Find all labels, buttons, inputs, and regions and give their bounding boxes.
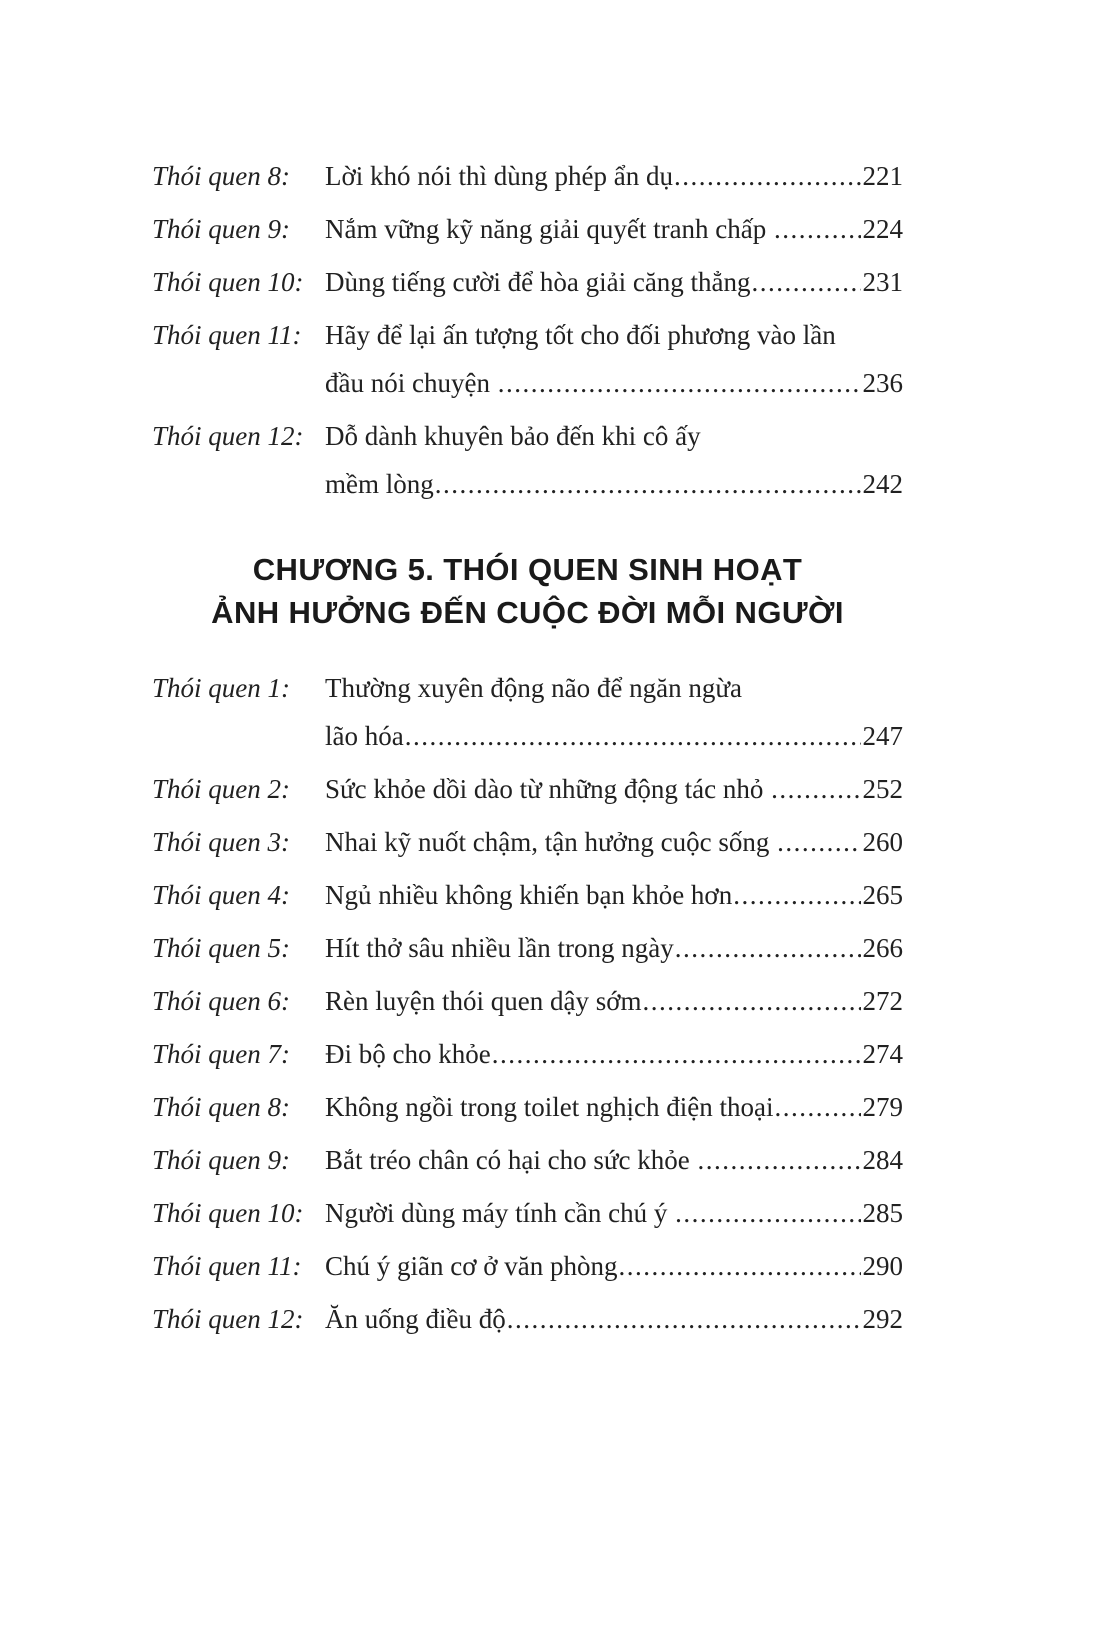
toc-entry-title: Lời khó nói thì dùng phép ẩn dụ xyxy=(325,161,673,191)
dot-leader xyxy=(733,871,860,919)
toc-entry-content xyxy=(325,871,903,919)
dot-leader xyxy=(752,258,861,306)
dot-leader xyxy=(643,977,861,1025)
toc-entry-page-number: 260 xyxy=(862,827,903,857)
toc-entry xyxy=(152,258,903,306)
toc-entry-title: Sức khỏe dồi dào từ những động tác nhỏ xyxy=(325,774,771,804)
toc-entry-content xyxy=(325,311,903,407)
toc-entry-line xyxy=(325,664,903,712)
toc-entry-page-number: 236 xyxy=(862,368,903,398)
toc-entry-content xyxy=(325,258,903,306)
dot-leader xyxy=(777,818,860,866)
dot-leader xyxy=(507,1295,861,1343)
toc-entry-content xyxy=(325,818,903,866)
toc-entry-line xyxy=(325,818,903,866)
toc-entry-title: Người dùng máy tính cần chú ý xyxy=(325,1198,675,1228)
toc-entry-page-number: 221 xyxy=(862,161,903,191)
chapter-heading-line-1: CHƯƠNG 5. THÓI QUEN SINH HOẠT xyxy=(252,552,803,587)
toc-entry-content xyxy=(325,1189,903,1237)
toc-entry-page-number: 224 xyxy=(862,214,903,244)
toc-entry-line xyxy=(325,152,903,200)
toc-entry xyxy=(152,412,903,508)
toc-entry xyxy=(152,818,903,866)
toc-entry-label: Thói quen 12: xyxy=(152,421,304,451)
toc-entry xyxy=(152,1030,903,1078)
toc-entry-line xyxy=(325,1189,903,1237)
dot-leader xyxy=(675,1189,860,1237)
toc-entry-page-number: 247 xyxy=(862,721,903,751)
toc-entry-label: Thói quen 9: xyxy=(152,214,290,244)
toc-entry-title: mềm lòng xyxy=(325,469,434,499)
dot-leader xyxy=(675,924,861,972)
toc-entry-title: Dùng tiếng cười để hòa giải căng thẳng xyxy=(325,267,751,297)
toc-entry xyxy=(152,765,903,813)
dot-leader xyxy=(492,1030,861,1078)
toc-entry-page-number: 266 xyxy=(862,933,903,963)
toc-entry-label: Thói quen 6: xyxy=(152,986,290,1016)
toc-entry-title: lão hóa xyxy=(325,721,404,751)
toc-entry-page-number: 285 xyxy=(862,1198,903,1228)
toc-entry-title: Bắt tréo chân có hại cho sức khỏe xyxy=(325,1145,697,1175)
toc-entry-content xyxy=(325,152,903,200)
toc-entry xyxy=(152,1189,903,1237)
toc-entry-title: đầu nói chuyện xyxy=(325,368,497,398)
toc-entry-content xyxy=(325,1030,903,1078)
dot-leader xyxy=(435,460,861,508)
toc-entry-content xyxy=(325,1083,903,1131)
dot-leader xyxy=(674,152,861,200)
toc-entry-page-number: 292 xyxy=(862,1304,903,1334)
toc-entry-label: Thói quen 9: xyxy=(152,1145,290,1175)
toc-section-chapter-5 xyxy=(152,664,903,1343)
toc-entry-label: Thói quen 10: xyxy=(152,1198,304,1228)
toc-entry-label: Thói quen 8: xyxy=(152,1092,290,1122)
toc-entry-title: Rèn luyện thói quen dậy sớm xyxy=(325,986,642,1016)
toc-entry-line xyxy=(325,712,903,760)
toc-entry xyxy=(152,977,903,1025)
toc-entry-content xyxy=(325,664,903,760)
toc-entry-label: Thói quen 7: xyxy=(152,1039,290,1069)
toc-entry xyxy=(152,664,903,760)
dot-leader xyxy=(619,1242,861,1290)
dot-leader xyxy=(774,205,860,253)
toc-entry-line xyxy=(325,258,903,306)
toc-entry-page-number: 274 xyxy=(862,1039,903,1069)
toc-entry-line xyxy=(325,460,903,508)
toc-section-upper xyxy=(152,152,903,508)
toc-entry xyxy=(152,871,903,919)
toc-entry-content xyxy=(325,412,903,508)
toc-entry-title: Hít thở sâu nhiều lần trong ngày xyxy=(325,933,674,963)
toc-entry xyxy=(152,924,903,972)
dot-leader xyxy=(405,712,861,760)
toc-entry-label: Thói quen 1: xyxy=(152,673,290,703)
toc-entry xyxy=(152,1242,903,1290)
toc-entry-page-number: 279 xyxy=(862,1092,903,1122)
toc-entry-content xyxy=(325,765,903,813)
toc-entry-title: Không ngồi trong toilet nghịch điện thoại xyxy=(325,1092,774,1122)
chapter-heading xyxy=(152,548,903,634)
dot-leader xyxy=(698,1136,861,1184)
dot-leader xyxy=(774,1083,860,1131)
toc-entry-title: Nhai kỹ nuốt chậm, tận hưởng cuộc sống xyxy=(325,827,777,857)
toc-entry-label: Thói quen 11: xyxy=(152,320,302,350)
toc-entry-content xyxy=(325,205,903,253)
toc-entry-content xyxy=(325,1295,903,1343)
toc-entry-line xyxy=(325,977,903,1025)
toc-entry-label: Thói quen 2: xyxy=(152,774,290,804)
toc-entry-title: Ăn uống điều độ xyxy=(325,1304,506,1334)
toc-entry-title: Chú ý giãn cơ ở văn phòng xyxy=(325,1251,618,1281)
toc-entry-title: Hãy để lại ấn tượng tốt cho đối phương vào lần xyxy=(325,320,836,350)
dot-leader xyxy=(498,359,861,407)
toc-entry-label: Thói quen 8: xyxy=(152,161,290,191)
toc-entry-line xyxy=(325,924,903,972)
dot-leader xyxy=(771,765,860,813)
toc-entry-label: Thói quen 11: xyxy=(152,1251,302,1281)
toc-entry-line xyxy=(325,311,903,359)
toc-entry xyxy=(152,311,903,407)
toc-entry-page-number: 265 xyxy=(862,880,903,910)
toc-entry xyxy=(152,1295,903,1343)
toc-entry-line xyxy=(325,765,903,813)
toc-entry-line xyxy=(325,1295,903,1343)
toc-entry-line xyxy=(325,1083,903,1131)
toc-entry-label: Thói quen 4: xyxy=(152,880,290,910)
toc-entry-content xyxy=(325,1242,903,1290)
toc-entry-line xyxy=(325,359,903,407)
toc-entry-title: Nắm vững kỹ năng giải quyết tranh chấp xyxy=(325,214,774,244)
toc-entry-line xyxy=(325,412,903,460)
toc-entry-page-number: 231 xyxy=(862,267,903,297)
toc-entry-page-number: 284 xyxy=(862,1145,903,1175)
toc-entry-title: Dỗ dành khuyên bảo đến khi cô ấy xyxy=(325,421,701,451)
toc-entry xyxy=(152,205,903,253)
toc-entry-page-number: 252 xyxy=(862,774,903,804)
toc-entry-label: Thói quen 3: xyxy=(152,827,290,857)
toc-entry-line xyxy=(325,1242,903,1290)
toc-entry-content xyxy=(325,1136,903,1184)
toc-entry-label: Thói quen 12: xyxy=(152,1304,304,1334)
toc-entry-label: Thói quen 10: xyxy=(152,267,304,297)
toc-entry-label: Thói quen 5: xyxy=(152,933,290,963)
toc-entry-content xyxy=(325,977,903,1025)
toc-entry-title: Ngủ nhiều không khiến bạn khỏe hơn xyxy=(325,880,733,910)
toc-entry-line xyxy=(325,205,903,253)
toc-entry-page-number: 272 xyxy=(862,986,903,1016)
toc-entry-page-number: 242 xyxy=(862,469,903,499)
toc-entry-line xyxy=(325,871,903,919)
toc-entry-line xyxy=(325,1030,903,1078)
toc-entry xyxy=(152,152,903,200)
toc-entry-content xyxy=(325,924,903,972)
toc-entry xyxy=(152,1136,903,1184)
toc-entry-title: Đi bộ cho khỏe xyxy=(325,1039,491,1069)
toc-entry-title: Thường xuyên động não để ngăn ngừa xyxy=(325,673,742,703)
toc-entry xyxy=(152,1083,903,1131)
toc-entry-page-number: 290 xyxy=(862,1251,903,1281)
toc-entry-line xyxy=(325,1136,903,1184)
chapter-heading-line-2: ẢNH HƯỞNG ĐẾN CUỘC ĐỜI MỖI NGƯỜI xyxy=(211,595,844,630)
